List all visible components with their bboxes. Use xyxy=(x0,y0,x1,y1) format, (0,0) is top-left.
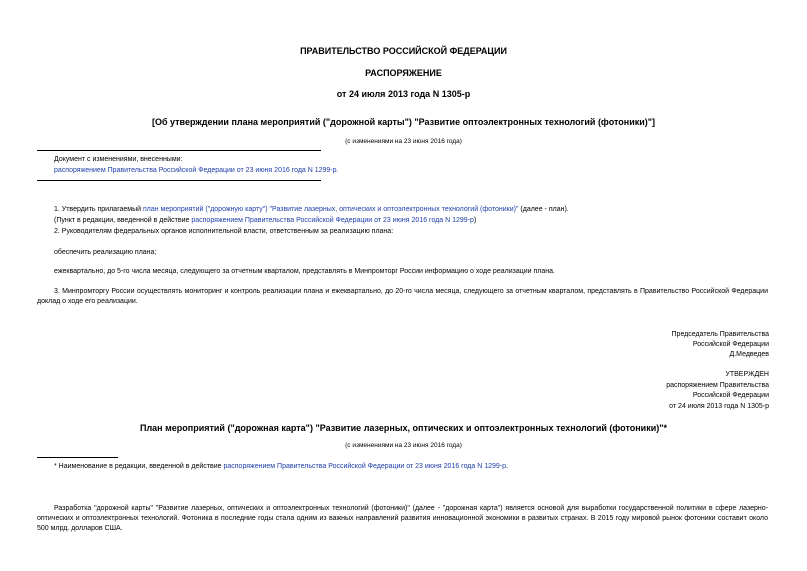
signature-name: Д.Медведев xyxy=(729,351,769,358)
changes-box-top-rule xyxy=(37,150,321,151)
paragraph-2: 2. Руководителям федеральных органов исполнительной власти, ответственным за реализацию плана: xyxy=(54,228,394,235)
paragraph-1-prefix: 1. Утвердить прилагаемый xyxy=(54,206,143,213)
paragraph-1 xyxy=(54,205,569,214)
paragraph-1-note-link[interactable]: распоряжением Правительства Российской Федерации от 23 июня 2016 года N 1299-р xyxy=(191,217,474,224)
paragraph-3: 3. Минпромторгу России осуществлять мониторинг и контроль реализации плана и ежеквартально, до 20-го числа месяца, следующего за отчетным кварталом, представлять в Правительство Российской Федерации доклад о ходе его реализации. xyxy=(37,288,768,305)
paragraph-1-note xyxy=(54,216,476,225)
approved-country: Российской Федерации xyxy=(692,392,769,399)
footnote xyxy=(54,462,508,471)
government-heading: ПРАВИТЕЛЬСТВО РОССИЙСКОЙ ФЕДЕРАЦИИ xyxy=(300,46,507,56)
amendments-note: (с изменениями на 23 июня 2016 года) xyxy=(345,138,462,145)
plan-title: План мероприятий ("дорожная карта") "Развитие лазерных, оптических и оптоэлектронных технологий (фотоники)"* xyxy=(139,423,668,433)
paragraph-2b: ежеквартально, до 5-го числа месяца, следующего за отчетным кварталом, представлять в Минпромторг России информацию о ходе реализации плана. xyxy=(54,268,555,275)
changes-box-bottom-rule xyxy=(37,180,321,181)
signature-position: Председатель Правительства xyxy=(671,331,769,338)
footnote-rule xyxy=(37,457,118,458)
intro-paragraph: Разработка "дорожной карты" "Развитие лазерных, оптических и оптоэлектронных технологий (фотоники)" (далее - "дорожная карта") является основой для выработки государственной политики в сфере лазерно-оптических и оптоэлектронных технологий. Фотоника в последние годы стала одним из важных направлений развития инновационной экономики в развитых странах. В 2015 году мировой рынок фотоники составит около 500 млрд. долларов США. xyxy=(37,505,768,532)
plan-link[interactable]: план мероприятий ("дорожную карту") "Развитие лазерных, оптических и оптоэлектронных технологий (фотоники)" xyxy=(142,206,519,213)
paragraph-2a: обеспечить реализацию плана; xyxy=(54,249,157,256)
footnote-link[interactable]: распоряжением Правительства Российской Федерации от 23 июня 2016 года N 1299-р xyxy=(223,463,507,470)
paragraph-1-note-prefix: (Пункт в редакции, введенной в действие xyxy=(54,217,192,224)
paragraph-1-note-suffix: ) xyxy=(473,217,477,224)
paragraph-1-suffix: (далее - план). xyxy=(518,206,569,213)
signature-country: Российской Федерации xyxy=(692,341,769,348)
doc-type-heading: РАСПОРЯЖЕНИЕ xyxy=(365,68,442,78)
footnote-prefix: * Наименование в редакции, введенной в действие xyxy=(54,463,224,470)
date-number: от 24 июля 2013 года N 1305-р xyxy=(336,89,471,99)
changes-box-label: Документ с изменениями, внесенными: xyxy=(54,156,183,163)
approved-date-number: от 24 июля 2013 года N 1305-р xyxy=(669,403,769,410)
approved-label: УТВЕРЖДЕН xyxy=(725,371,769,378)
approved-by: распоряжением Правительства xyxy=(666,382,769,389)
changes-box-link[interactable]: распоряжением Правительства Российской Федерации от 23 июня 2016 года N 1299-р. xyxy=(54,167,339,174)
footnote-suffix: . xyxy=(506,463,508,470)
document-title: [Об утверждении плана мероприятий ("дорожной карты") "Развитие оптоэлектронных технологий (фотоники)"] xyxy=(151,117,656,127)
plan-amendments-note: (с изменениями на 23 июня 2016 года) xyxy=(345,442,462,449)
